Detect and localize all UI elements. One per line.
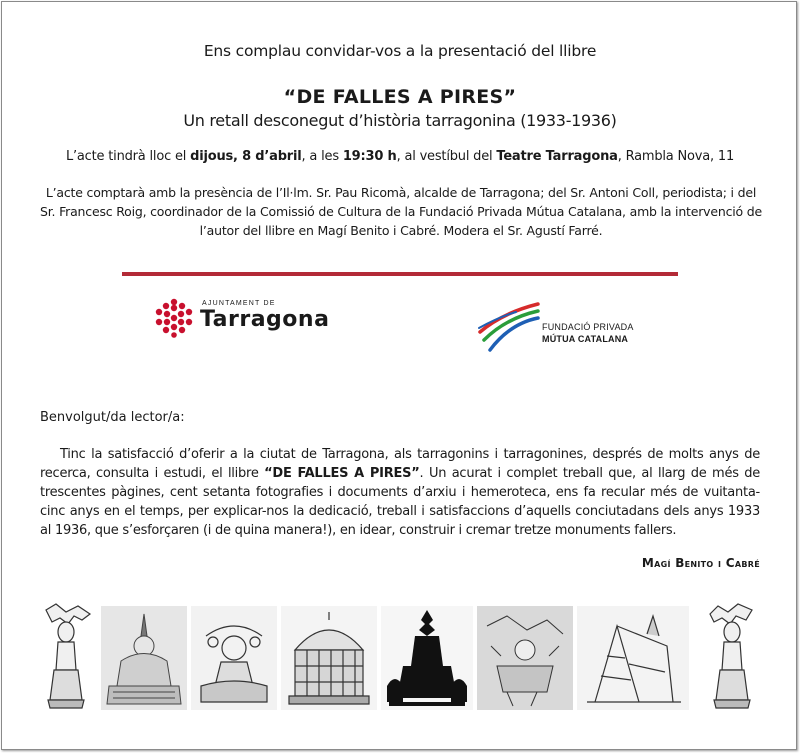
author-signature: Magí Benito i Cabré — [641, 556, 760, 570]
divider-rule — [122, 272, 678, 276]
fundacio-mutua-logo — [476, 302, 656, 354]
event-venue: Teatre Tarragona — [496, 149, 618, 164]
tarragona-emblem-icon — [154, 298, 194, 338]
event-day: dijous, 8 d’abril — [190, 149, 302, 164]
falla-silhouette-icon — [381, 606, 473, 710]
right-figure-illustration — [702, 600, 762, 712]
falla-panel-1 — [101, 606, 187, 710]
event-prefix: L’acte tindrà lloc el — [65, 149, 191, 164]
letter-book-title: “DE FALLES A PIRES” — [264, 466, 420, 481]
left-figure-illustration — [38, 600, 98, 712]
fundacio-line2: MÚTUA CATALANA — [542, 334, 629, 344]
falla-panel-4 — [381, 606, 473, 710]
event-details — [0, 149, 800, 164]
letter-greeting: Benvolgut/da lector/a: — [40, 410, 185, 425]
falla-monument-2-icon — [191, 606, 277, 710]
letter-body — [40, 445, 760, 540]
tarragona-logo-small: AJUNTAMENT DE — [202, 300, 276, 307]
falla-panel-5 — [477, 606, 573, 710]
tarragona-logo — [154, 298, 329, 340]
tarragona-logo-text: Tarragona — [200, 307, 330, 332]
falla-monument-6-icon — [577, 606, 689, 710]
presence-paragraph: L’acte comptarà amb la presència de l’Il·lm. Sr. Pau Ricomà, alcalde de Tarragona; del Sr. Antoni Coll, periodista; i del Sr. Francesc Roig, coordinador de la Comissió de Cultura de la Fundació Privada Mútua Catalana, amb la intervenció de l’autor del llibre en Magí Benito i Cabré. Modera el Sr. Agustí Farré. — [40, 185, 762, 238]
falla-illustration-strip — [38, 600, 764, 712]
falla-monument-5-icon — [477, 606, 573, 710]
falla-panel-6 — [577, 606, 689, 710]
event-suffix: , Rambla Nova, 11 — [617, 149, 735, 164]
fundacio-line1: FUNDACIÓ PRIVADA — [542, 322, 634, 332]
letter-body-start: Tinc la satisfacció d’oferir a la ciutat de Tarragona, als tarragonins i tarragonines, després de molts anys de recerca, consulta i estudi, el llibre — [40, 447, 760, 481]
falla-monument-3-icon — [281, 606, 377, 710]
fundacio-swoosh-icon — [476, 302, 542, 354]
falla-monument-1-icon — [101, 606, 187, 710]
invitation-line: Ens complau convidar-vos a la presentació del llibre — [203, 42, 597, 60]
event-mid2: , al vestíbul del — [396, 149, 497, 164]
falla-panel-2 — [191, 606, 277, 710]
letter-body-end: . Un acurat i complet treball que, al llarg de més de trescentes pàgines, cent setanta fotografies i documents d’arxiu i hemeroteca, ens fa recular més de vuitanta-cinc anys en el temps, per explicar-nos la dedicació, treball i satisfaccions d’aquells conciutadans dels anys 1933 al 1936, que s’esforçaren (i de quina manera!), en idear, construir i cremar tretze monuments fallers. — [40, 466, 760, 538]
falla-panel-3 — [281, 606, 377, 710]
event-mid: , a les — [301, 149, 343, 164]
book-subtitle: Un retall desconegut d’història tarragonina (1933-1936) — [183, 111, 617, 130]
event-time: 19:30 h — [342, 149, 397, 164]
book-title: “DE FALLES A PIRES” — [283, 86, 517, 108]
